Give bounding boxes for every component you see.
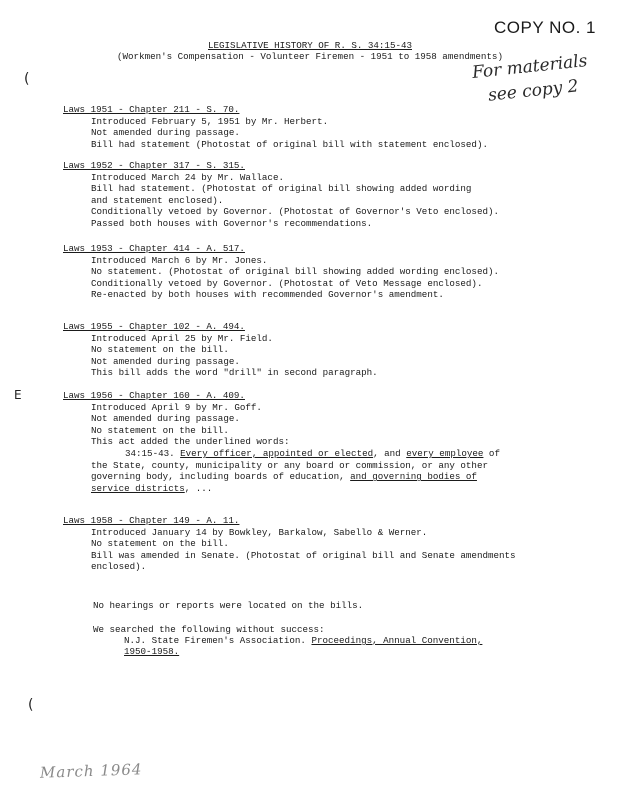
section-line: Introduced April 25 by Mr. Field. xyxy=(91,332,273,344)
handwritten-date: March 1964 xyxy=(39,760,143,782)
section-laws-1951 xyxy=(63,104,488,150)
quote-text: , and xyxy=(373,447,407,459)
section-line: Introduced April 9 by Mr. Goff. xyxy=(91,401,262,413)
section-line: Introduced March 24 by Mr. Wallace. xyxy=(91,171,284,183)
quote-text: governing body, including boards of education, xyxy=(91,471,351,483)
document-title xyxy=(0,40,620,62)
source-title: Proceedings, Annual Convention, xyxy=(311,635,483,646)
handwritten-note-line1: For materials xyxy=(471,51,589,83)
section-laws-1958 xyxy=(63,515,516,573)
section-line: Introduced February 5, 1951 by Mr. Herbert. xyxy=(91,115,329,127)
underlined-words: and governing bodies of xyxy=(350,471,477,483)
source-org: N.J. State Firemen's Association. xyxy=(124,635,312,646)
section-heading: Laws 1952 - Chapter 317 - S. 315. xyxy=(63,160,245,171)
statute-quote-line-2: the State, county, municipality or any board or commission, or any other xyxy=(91,459,488,471)
section-laws-1955 xyxy=(63,321,378,379)
section-line: Not amended during passage. xyxy=(91,355,240,367)
section-line: No statement on the bill. xyxy=(91,424,229,436)
section-line: Bill was amended in Senate. (Photostat of original bill and Senate amendments xyxy=(91,549,516,561)
underlined-words: every employee xyxy=(406,447,484,459)
section-line: Introduced January 14 by Bowkley, Barkalow, Sabello & Werner. xyxy=(91,526,428,538)
source-citation xyxy=(124,635,482,647)
quote-text: 34:15-43. xyxy=(125,447,181,459)
section-line: Conditionally vetoed by Governor. (Photostat of Governor's Veto enclosed). xyxy=(91,206,499,218)
source-years: 1950-1958. xyxy=(124,646,180,657)
section-line: No statement on the bill. xyxy=(91,538,229,550)
searched-note: We searched the following without success: xyxy=(93,624,325,635)
quote-text: , ... xyxy=(184,482,213,494)
copy-number-stamp: COPY NO. 1 xyxy=(494,18,596,37)
section-line: Conditionally vetoed by Governor. (Photostat of Veto Message enclosed). xyxy=(91,277,483,289)
quote-text: of xyxy=(483,447,500,459)
section-line: Bill had statement (Photostat of original bill with statement enclosed). xyxy=(91,138,488,150)
section-line: Not amended during passage. xyxy=(91,413,240,425)
underlined-words: Every officer, appointed or elected xyxy=(180,447,374,459)
section-laws-1952 xyxy=(63,160,499,230)
section-line: No statement. (Photostat of original bill showing added wording enclosed). xyxy=(91,266,499,278)
section-line: This act added the underlined words: xyxy=(91,436,290,448)
section-heading: Laws 1955 - Chapter 102 - A. 494. xyxy=(63,321,245,332)
title-line-2: (Workmen's Compensation - Volunteer Firemen - 1951 to 1958 amendments) xyxy=(117,51,503,62)
section-laws-1956 xyxy=(63,390,500,494)
statute-quote-line-1 xyxy=(91,448,500,460)
section-heading: Laws 1956 - Chapter 160 - A. 409. xyxy=(63,390,245,401)
underlined-words: service districts xyxy=(91,482,185,494)
section-line: This bill adds the word "drill" in second paragraph. xyxy=(91,367,378,379)
margin-mark: ( xyxy=(24,71,30,87)
no-hearings-note: No hearings or reports were located on the bills. xyxy=(93,600,364,611)
section-line: and statement enclosed). xyxy=(91,194,224,206)
handwritten-note-line2: see copy 2 xyxy=(487,76,580,106)
section-heading: Laws 1951 - Chapter 211 - S. 70. xyxy=(63,104,240,115)
section-line: enclosed). xyxy=(91,561,147,573)
statute-quote-line-3 xyxy=(91,471,500,483)
section-line: Re-enacted by both houses with recommended Governor's amendment. xyxy=(91,289,444,301)
margin-mark: ( xyxy=(28,697,34,713)
section-heading: Laws 1953 - Chapter 414 - A. 517. xyxy=(63,243,245,254)
section-laws-1953 xyxy=(63,243,499,301)
section-line: Not amended during passage. xyxy=(91,127,240,139)
section-line: Passed both houses with Governor's recommendations. xyxy=(91,217,373,229)
section-line: Bill had statement. (Photostat of original bill showing added wording xyxy=(91,183,472,195)
margin-mark: E xyxy=(14,388,22,402)
section-line: Introduced March 6 by Mr. Jones. xyxy=(91,254,268,266)
section-line: No statement on the bill. xyxy=(91,344,229,356)
title-line-1: LEGISLATIVE HISTORY OF R. S. 34:15-43 xyxy=(208,40,412,51)
section-heading: Laws 1958 - Chapter 149 - A. 11. xyxy=(63,515,240,526)
statute-quote-line-4 xyxy=(91,483,500,495)
